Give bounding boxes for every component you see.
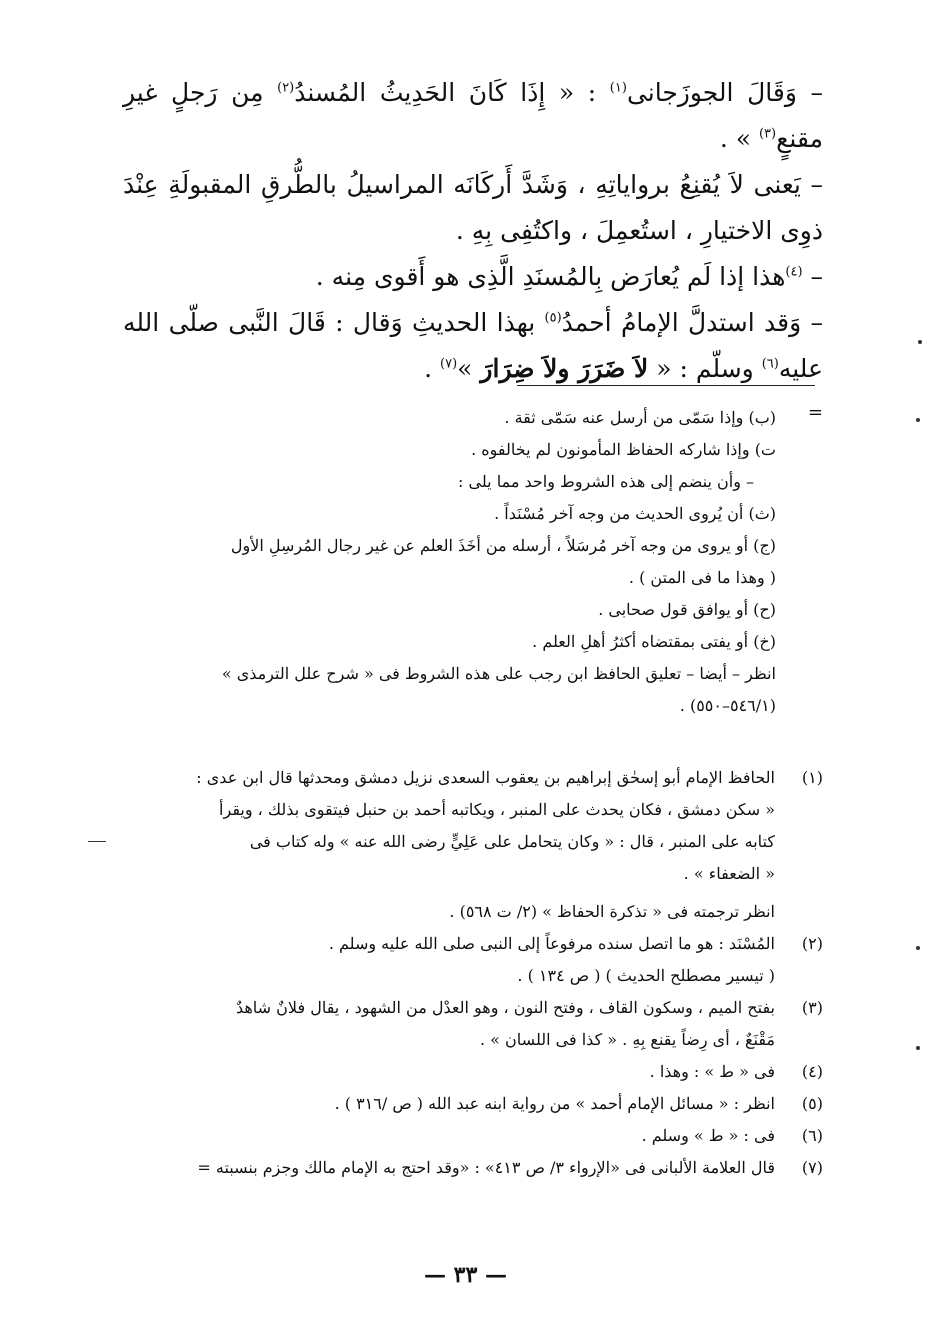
footnote-3 bbox=[108, 992, 823, 1056]
footnote-line: ت) وإذا شاركه الحفاظ المأمونون لم يخالفوه . bbox=[471, 440, 776, 459]
footnote-line: المُسْنَد : هو ما اتصل سنده مرفوعاً إلى النبى صلى الله عليه وسلم . bbox=[328, 934, 775, 953]
main-paragraph-1: – وَقَالَ الجوزَجانى$^{(١)}$ : « إِذَا كَانَ الحَدِيثُ المُسندُ$^{(٢)}$ مِن رَجلٍ غيرِ مقنعٍ$^{(٣)}$ » . bbox=[123, 78, 823, 153]
footnote-continued bbox=[108, 402, 776, 722]
footnote-line: انظر ترجمته فى « تذكرة الحفاظ » (٢/ ت ٥٦٨) . bbox=[449, 902, 775, 921]
footnote-line: « الضعفاء » . bbox=[683, 864, 775, 883]
footnote-1-ref bbox=[108, 896, 823, 928]
footnote-number: (٣) bbox=[801, 998, 823, 1017]
footnote-line: (خ) أو يفتى بمقتضاه أكثرُ أهلِ العلم . bbox=[532, 632, 776, 651]
footnote-number: (٤) bbox=[801, 1062, 823, 1081]
footnote-6 bbox=[108, 1120, 823, 1152]
main-paragraph-4: – وَقد استدلَّ الإمامُ أحمدُ$^{(٥)}$ بهذا الحديثِ وَقال : قَالَ النَّبى صلّى الله عليه$^{(٦)}$ وسلّم : « لاَ ضَرَرَ ولاَ ضِرَارَ »$^{(٧)}$ . bbox=[123, 308, 823, 383]
footnote-line: ( وهذا ما فى المتن ) . bbox=[628, 568, 776, 587]
main-text bbox=[123, 70, 823, 392]
scan-speck bbox=[916, 418, 920, 422]
footnote-number: (١) bbox=[801, 768, 823, 787]
footnote-ref: (٧) bbox=[440, 356, 458, 372]
footnote-line: « سكن دمشق ، فكان يحدث على المنبر ، ويكاتبه أحمد بن حنبل فيتقوى بذلك ، ويقرأ bbox=[219, 800, 775, 819]
footnote-ref: (٦) bbox=[761, 356, 779, 372]
footnote-line: (٥٤٦/١–٥٥٠) . bbox=[679, 696, 776, 715]
scan-speck bbox=[918, 340, 922, 344]
footnote-line: مَقْنَعٌ ، أى رِضاً يقنع بِهِ . « كذا فى اللسان » . bbox=[480, 1030, 775, 1049]
footnote-line: الحافظ الإمام أبو إسحٰق إبراهيم بن يعقوب السعدى نزيل دمشق ومحدثها قال ابن عدى : bbox=[196, 768, 775, 787]
footnote-4 bbox=[108, 1056, 823, 1088]
footnote-ref: (٤) bbox=[785, 264, 803, 280]
footnote-line: فى : « ط » وسلم . bbox=[641, 1126, 775, 1145]
footnote-number: (٢) bbox=[801, 934, 823, 953]
footnote-line: (ب) وإذا سَمّى من أرسل عنه سَمّى ثقة . bbox=[504, 408, 776, 427]
footnote-separator bbox=[517, 385, 815, 386]
footnote-ref: (٢) bbox=[277, 80, 295, 96]
footnote-ref: (٥) bbox=[544, 310, 562, 326]
footnote-line: (ث) أن يُروى الحديث من وجه آخر مُسْنَداً . bbox=[494, 504, 776, 523]
footnote-5 bbox=[108, 1088, 823, 1120]
footnote-number: (٦) bbox=[801, 1126, 823, 1145]
footnote-ref: (٣) bbox=[758, 126, 777, 142]
footnote-7 bbox=[108, 1152, 823, 1184]
footnote-2 bbox=[108, 928, 823, 992]
footnote-line: (ج) أو يروى من وجه آخر مُرسَلاً ، أرسله من أخَذَ العلم عن غير رجال المُرسِلِ الأول bbox=[230, 536, 776, 555]
page-number: — ٣٣ — bbox=[424, 1262, 507, 1288]
footnote-line: فى « ط » : وهذا . bbox=[649, 1062, 775, 1081]
scan-speck bbox=[916, 1046, 920, 1050]
footnote-ref: (١) bbox=[609, 80, 627, 96]
footnote-line: بفتح الميم ، وسكون القاف ، وفتح النون ، وهو العدْل من الشهود ، يقال فلانٌ شاهدٌ bbox=[235, 998, 775, 1017]
footnote-line: كتابه على المنبر ، قال : « وكان يتحامل على عَلِيٍّ رضى الله عنه » وله كتاب فى bbox=[249, 832, 775, 851]
footnote-line: ( تيسير مصطلح الحديث ) ( ص ١٣٤ ) . bbox=[517, 966, 775, 985]
footnote-line: – وأن ينضم إلى هذه الشروط واحد مما يلى : bbox=[458, 472, 754, 491]
scan-speck bbox=[916, 946, 920, 950]
footnote-1 bbox=[108, 762, 823, 890]
continuation-mark: = bbox=[807, 402, 823, 423]
footnote-line: (ح) أو يوافق قول صحابى . bbox=[598, 600, 776, 619]
footnote-line: قال العلامة الألبانى فى «الإرواء ٣/ ص ٤١٣» : «وقد احتج به الإمام مالك وجزم بنسبته = bbox=[197, 1158, 775, 1177]
footnote-line: انظر – أيضا – تعليق الحافظ ابن رجب على هذه الشروط فى « شرح علل الترمذى » bbox=[221, 664, 776, 683]
hadith-quote: لاَ ضَرَرَ ولاَ ضِرَارَ bbox=[480, 354, 649, 383]
footnotes bbox=[108, 762, 823, 1184]
footnote-number: (٥) bbox=[801, 1094, 823, 1113]
footnote-number: (٧) bbox=[801, 1158, 823, 1177]
main-paragraph-2: – يَعنى لاَ يُقنِعُ برواياتِهِ ، وَشَدَّ أَركَانَه المراسيلُ بالطُّرقِ المقبولَةِ عِنْدَ ذوِى الاختيارِ ، استُعمِلَ ، واكتُفِى بِهِ . bbox=[123, 170, 823, 245]
footnote-line: انظر : « مسائل الإمام أحمد » من رواية ابنه عبد الله ( ص /٣١٦ ) . bbox=[334, 1094, 775, 1113]
margin-mark bbox=[88, 841, 106, 842]
main-paragraph-3: – $^{(٤)}$هذا إذا لَم يُعارَض بِالمُسنَدِ الَّذِى هو أَقوى مِنه . bbox=[315, 262, 823, 291]
